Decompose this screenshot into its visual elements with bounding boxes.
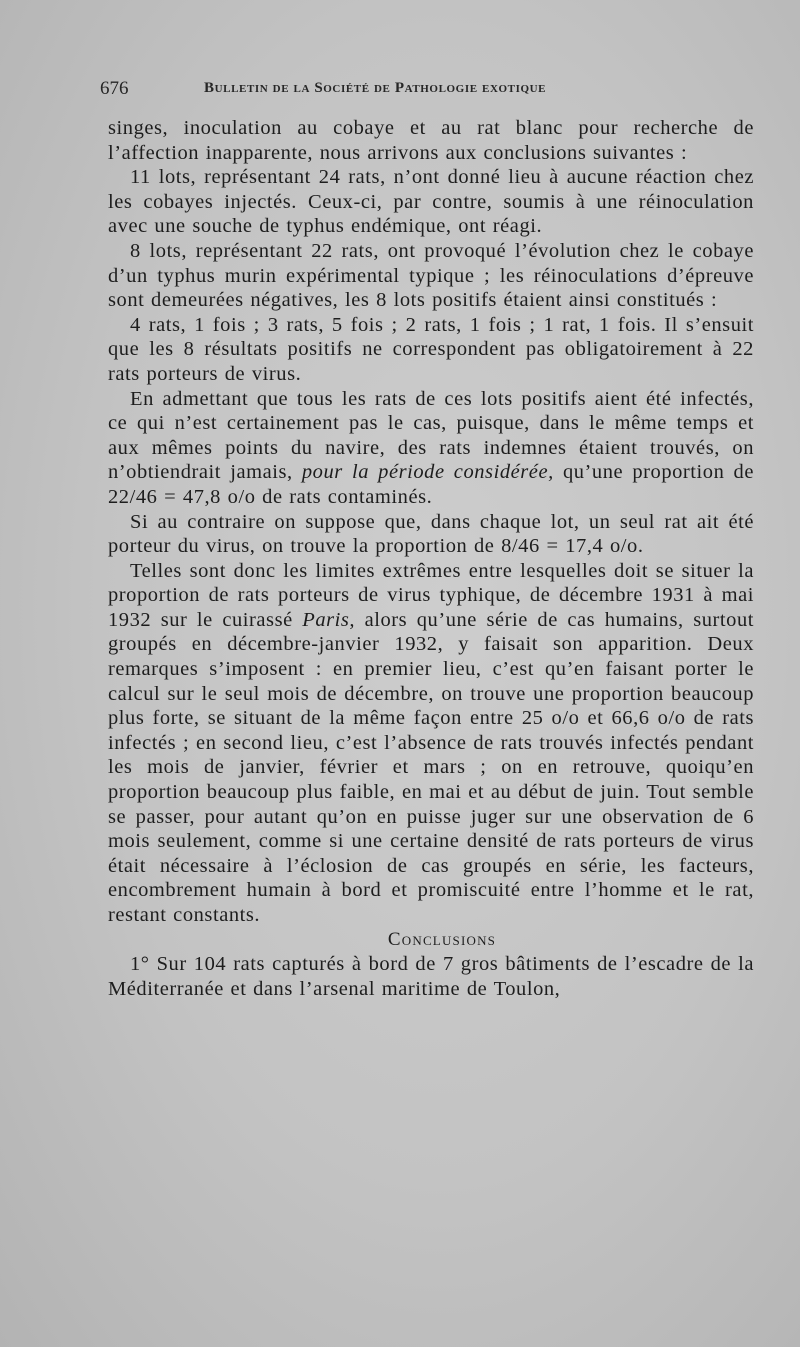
paragraph-6: Si au contraire on suppose que, dans chaque lot, un seul rat ait été porteur du virus, on trouve la proportion de 8/46 = 17,4 o/o. (108, 510, 754, 558)
page-number: 676 (100, 78, 129, 99)
body-text (108, 116, 754, 1001)
paragraph-5-text: En admettant que tous les rats de ces lots positifs aient été infectés, ce qui n’est certainement pas le cas, puisque, dans le même temps et aux mêmes points du navire, des rats indemnes étaient trouvés, on n’obtiendrait jamais, (108, 387, 754, 484)
paragraph-7-text-end: alors qu’une série de cas humains, surtout groupés en décembre-janvier 1932, y faisait son apparition. Deux remarques s’imposent : en premier lieu, c’est qu’en faisant porter le calcul sur le seul mois de décembre, on trouve une proportion beaucoup plus forte, se situant de la même façon entre 25 o/o et 66,6 o/o de rats infectés ; en second lieu, c’est l’absence de rats trouvés infectés pendant les mois de janvier, février et mars ; on en retrouve, quoiqu’en proportion beaucoup plus faible, en mai et au début de juin. Tout semble se passer, pour autant qu’on en puisse juger sur une observation de 6 mois seulement, comme si une certaine densité de rats porteurs de virus était nécessaire à l’éclosion de cas groupés en série, les facteurs, encombrement humain à bord et promiscuité entre l’homme et le rat, restant constants. (108, 608, 754, 926)
paragraph-7-text: Telles sont donc les limites extrêmes entre lesquelles doit se situer la proportion de rats porteurs de virus typhique, de décembre 1931 à mai 1932 sur le cuirassé (108, 559, 754, 631)
ship-name: Paris, (302, 608, 356, 631)
paragraph-2: 11 lots, représentant 24 rats, n’ont donné lieu à aucune réaction chez les cobayes injectés. Ceux-ci, par contre, soumis à une réinoculation avec une souche de typhus endémique, ont réagi. (108, 166, 754, 238)
paragraph-5-text-end: qu’une proportion de 22/46 = 47,8 o/o de rats contaminés. (108, 461, 754, 508)
running-title: Bulletin de la Société de Pathologie exotique (204, 80, 547, 96)
paragraph-7 (108, 559, 754, 928)
paragraph-5-italic: pour la période considérée, (301, 461, 554, 484)
paragraph-4: 4 rats, 1 fois ; 3 rats, 5 fois ; 2 rats, 1 fois ; 1 rat, 1 fois. Il s’ensuit que les 8 résultats positifs ne correspondent pas obligatoirement à 22 rats porteurs de virus. (108, 313, 754, 385)
paragraph-1: singes, inoculation au cobaye et au rat blanc pour recherche de l’affection inapparente, nous arrivons aux conclusions suivantes : (108, 117, 754, 164)
page-header (100, 78, 660, 102)
paragraph-8: 1° Sur 104 rats capturés à bord de 7 gros bâtiments de l’escadre de la Méditerranée et dans l’arsenal maritime de Toulon, (108, 953, 754, 1000)
paragraph-5 (108, 387, 754, 510)
paragraph-3: 8 lots, représentant 22 rats, ont provoqué l’évolution chez le cobaye d’un typhus murin expérimental typique ; les réinoculations d’épreuve sont demeurées négatives, les 8 lots positifs étaient ainsi constitués : (108, 239, 754, 312)
conclusions-heading: Conclusions (387, 928, 497, 950)
